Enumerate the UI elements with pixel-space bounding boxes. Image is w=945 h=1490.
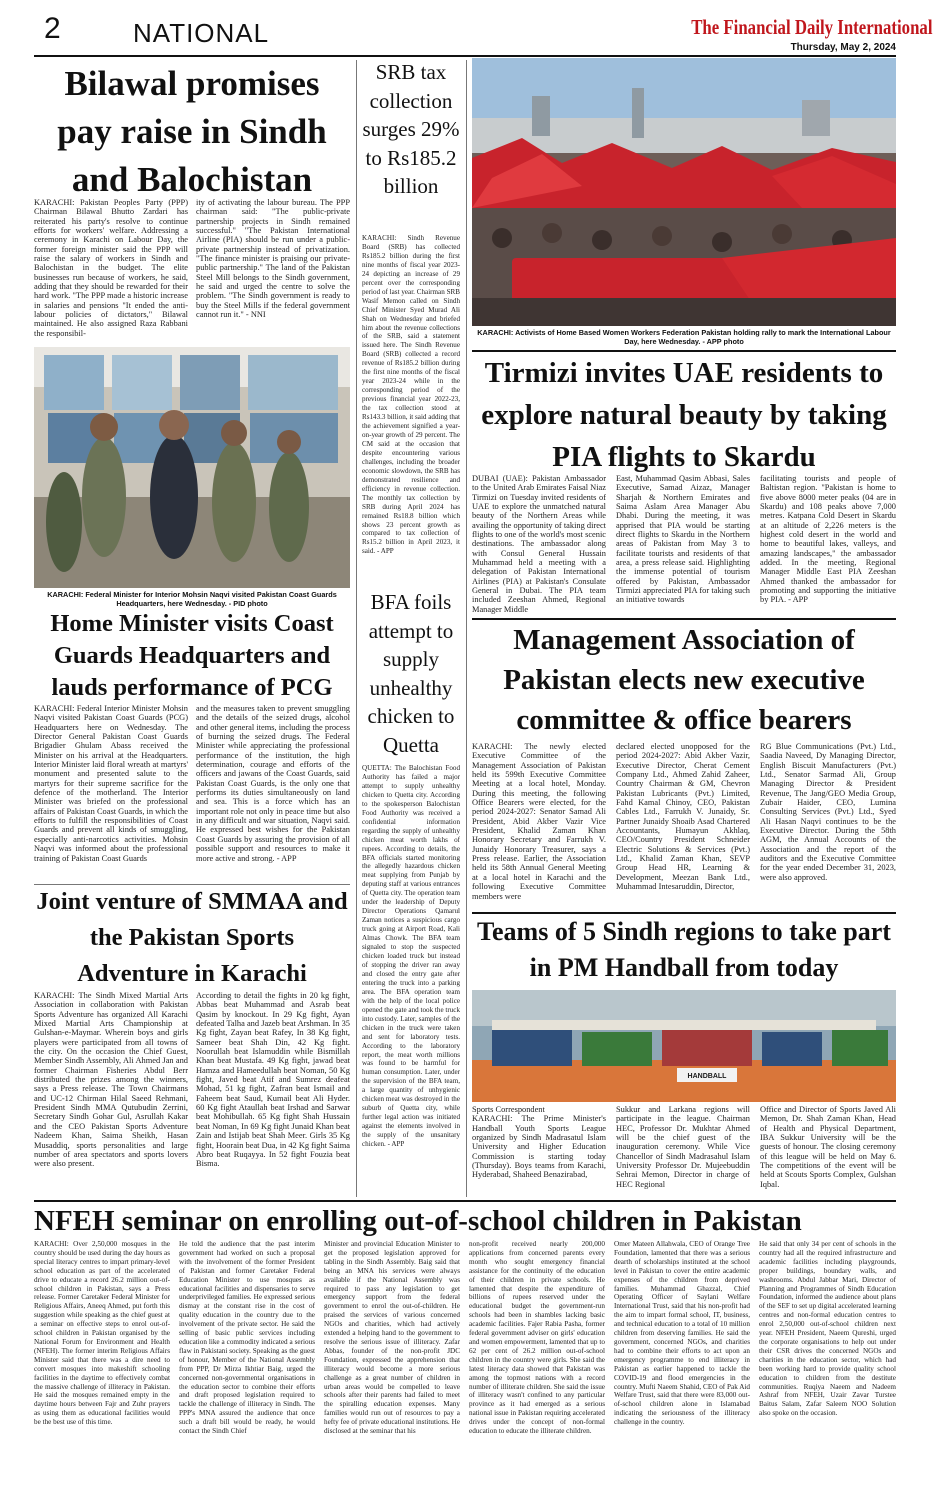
coast-guards-caption: KARACHI: Federal Minister for Interior Mohsin Naqvi visited Pakistan Coast Guards Headquarters, here Wednesday. - PID photo	[47, 590, 337, 608]
article-tirmizi-col1: DUBAI (UAE): Pakistan Ambassador to the United Arab Emirates Faisal Niaz Tirmizi on Tuesday invited residents of UAE to explore the unmatched natural beauty of the Northern Areas while availing the opportunity of taking direct flights to one of the world's most scenic destinations. The ambassador along with Consul General Hussain Muhammad held a meeting with a delegation of Pakistan International Airlines (PIA) at Pakistan's Consulate General in Dubai. The PIA team included Zeeshan Ahmed, Regional Manager Middle	[472, 474, 606, 614]
article-mapk-col2: declared elected unopposed for the period 2024-2027: Abid Akber Vazir, Executive Director, Cherat Cement Company Ltd., Ahmed Zahid Zaheer, Country Chairman & GM, Chevron Pakistan Lubricants (Pvt.) Limited, Fahd Kamal Chinoy, CEO, Pakistan Cables Ltd., Farrukh V. Junaidy, Sr. Partner Junaidy Shoaib Asad Chartered Accountants, Humayun Akhlaq, CEO/Country President Schneider Electric Solutions & Services (Pvt.) Ltd., Khalid Zaman Khan, SEVP Group Head HR, Learning & Development, Meezan Bank Ltd., Muhammad Intesaruddin, Director,	[616, 742, 750, 892]
article-bfa: QUETTA: The Balochistan Food Authority has failed a major attempt to supply unhealthy chicken to Quetta city. According to the spokesperson Balochistan Food Authority was received a confidential information regarding the supply of unhealthy chicken meat worth lakhs of rupees. According to details, the BFA officials started monitoring the allegedly hazardous chicken meat supplying from Punjab by deputing staff at various entrances of Quetta city. The operation team under the leadership of Deputy Director Operations Qamarul Zaman notices a suspicious cargo truck going at Airport Road, Kali Almas Chowk. The BFA team signaled to stop the suspected chicken loaded truck but instead of stopping the driver ran away and closed the entry gate after entering the truck into a parking area. The BFA operation team with the help of the local police opened the gate and took the truck into custody. Later, samples of the chicken in the truck were taken and sent for laboratory tests. According to the laboratory report, the meat worth millions was found to be harmful for human consumption. Later, under the supervision of the BFA team, a large quantity of unhygienic chicken meat was destroyed in the suburb of Quetta city, while further legal action was initiated against the elements involved in the supply of the unsanitary chicken. - APP	[362, 764, 460, 1149]
handball-banner: HANDBALL	[687, 1073, 727, 1080]
article-nfeh-col2: He told the audience that the past interim government had worked on such a proposal with the involvement of the former President of Pakistan and former Caretaker Federal Education Minister to use mosques as educational facilities and dispensaries to serve underprivileged families. He expressed serious dismay at the constant rise in the cost of quality education in the country due to the involvement of the private sector. He said the selling of basic public services including education like a commodity indicated a serious flaw in Pakistani society. Speaking as the guest of honour, Member of the National Assembly from PPP, Dr Mirza Ikhtiar Baig, urged the concerned non-governmental organisations in the education sector to combine their efforts and draft proposed legislation required to tackle the challenge of illiteracy in Sindh. The PPP's MNA assured the audience that once such a draft bill would be ready, he would contact the Sindh Chief	[179, 1240, 315, 1436]
headline-bfa[interactable]: BFA foils attempt to supply unhealthy chicken to Quetta	[367, 590, 455, 757]
newspaper-name[interactable]: The Financial Daily International	[691, 15, 933, 39]
article-srb: KARACHI: Sindh Revenue Board (SRB) has collected Rs185.2 billion during the first nine months of fiscal year 2023-24 depicting an increase of 29 percent over the corresponding period of last year. Chairman SRB Wasif Memon called on Sindh Chief Minister Syed Murad Ali Shah on Wednesday and briefed him about the revenue collections of the SRB, said a statement issued here. The Sindh Revenue Board (SRB) collected a record revenue of Rs185.2 billion during the first nine months of the fiscal year 2023-24 while in the corresponding period of the previous financial year 2022-23, the tax collection stood at Rs143.3 billion, it said adding that the achievement signified a year-on-year growth of 29 percent. The CM said at the occasion that despite encountering various challenges, including the broader economic slowdown, the SRB has demonstrated resilience and efficiency in revenue collection. The monthly tax collection by SRB during April 2024 has remained Rs18.8 billion which shows 23 percent growth as compared to tax collection of Rs15.2 billion in April 2023, it said. - APP	[362, 234, 460, 556]
issue-date: Thursday, May 2, 2024	[790, 42, 896, 53]
article-home-minister-col2: and the measures taken to prevent smuggling and the details of the seized drugs, alcohol and other general items, including the process of burning the seized drugs. The Federal Minister while appreciating the professional performance of the institution, the high determination, courage and efforts of the officers and jawans of the Coast Guards, said Pakistan Coast Guards, is the only one that performs its duties simultaneously on land and sea. This is a force which has an important role not only in peace time but also in any difficult and war situation, Naqvi said. He expressed best wishes for the Pakistan Coast Guards by assuring the provision of all possible support and resources to make it more active and strong. - APP	[196, 704, 350, 863]
handball-teams-photo	[472, 990, 896, 1102]
coast-guards-photo	[34, 347, 350, 588]
article-handball-col1: Sports Correspondent KARACHI: The Prime Minister's Handball Youth Sports League organized by Sindh Madrasatul Islam University and Higher Education Commission is starting today (Thursday). Boys teams from Karachi, Hyderabad, Shaheed Benazirabad,	[472, 1105, 606, 1180]
headline-home-minister[interactable]: Home Minister visits Coast Guards Headquarters and lauds performance of PCG	[50, 610, 334, 701]
divider	[34, 1200, 896, 1202]
headline-srb[interactable]: SRB tax collection surges 29% to Rs185.2 billion	[362, 60, 460, 198]
article-smmaa-col2: According to detail the fights in 20 kg fight, Abbas beat Muhammad and Asrab beat Qasim by knockout. In 29 Kg fight, Ayan defeated Talha and Jazeb beat Arshman. In 35 Kg fight, Zayan beat Rafey, In 38 Kg fight, Sameer beat Shah Din, 42 Kg fight. Noorullah beat Islamuddin while Bismillah Khan beat Mustafa. 49 Kg fight, jawad beat Hamza and Hameedullah beat Noman, 50 Kg fight, Javed beat Atif and Sumrez deafeat Mohad, 51 kg fight, Zafran beat Ismail and Faheem beat Saud, Kumail beat Ali Hyder. 60 Kg fight Ataullah beat Irshad and Sarwar beat Mohibullah. 65 Kg fight Shah Hussain beat Noman, In 69 Kg fight Junaid Khan beat Zain and Istijab beat Shah Meer. Girls 35 Kg fight, Hoorain beat Dua, in 42 Kg fight Saima Abro beat Ruqayya. In 52 fight Fouzia beat Bisma.	[196, 991, 350, 1169]
column-rule	[356, 60, 357, 1197]
article-home-minister-col1: KARACHI: Federal Interior Minister Mohsin Naqvi visited Pakistan Coast Guards (PCG) Headquarters here on Wednesday. The Director General Pakistan Coast Guards Brigadier Ghulam Abass received the Minister on his arrival at the Headquarters. Interior Minister laid floral wreath at martyrs' monument and presented salute to the martyrs for their supreme sacrifice for the defence of the motherland. The Interior Minister was briefed on the professional affairs of Pakistan Coast Guards, in which the efforts to fulfill the responsibilities of Coast Guards and prevent all kinds of smuggling, especially anti-narcotics activities. Mohsin Naqvi was informed about the professional training of Pakistan Coast Guards	[34, 704, 188, 863]
headline-smmaa[interactable]: Joint venture of SMMAA and the Pakistan Sports Adventure in Karachi	[36, 888, 348, 987]
article-nfeh-col4: non-profit received nearly 200,000 applications from concerned parents every month who sought emergency financial assistance for the continuity of the education of their children in private schools. He lamented that despite the expenditure of billions of rupees reserved under the educational budget the government-run schools had been in shambles lacking basic academic facilities. Fajer Rabia Pasha, former federal government adviser on girls' education and women empowerment, lamented that up to 62 per cent of 26.2 million out-of-school children in the country were girls. She said the latest literacy data showed that Pakistan was among the topmost nations with a record number of illiterate children. She said the issue of illiteracy wasn't confined to any particular province as it had emerged as a serious national issue in Pakistan requiring accelerated drives under the concept of non-formal education to educate the illiterate children.	[469, 1240, 605, 1436]
headline-tirmizi[interactable]: Tirmizi invites UAE residents to explore natural beauty by taking PIA flights to Skardu	[481, 357, 887, 473]
headline-handball[interactable]: Teams of 5 Sindh regions to take part in PM Handball from today	[477, 917, 891, 982]
headline-nfeh[interactable]: NFEH seminar on enrolling out-of-school children in Pakistan	[34, 1205, 802, 1237]
article-nfeh-col1: KARACHI: Over 2,50,000 mosques in the country should be used during the day hours as special literacy centres to impart primary-level school education as part of the accelerated drive to educate a record 26.2 million out-of-school children in Pakistan, says a Press release. Former Caretaker Federal Minister for Religious Affairs, Aneeq Ahmed, put forth this suggestion while speaking as the chief guest at a seminar on effective steps to enrol out-of-school children in Pakistan organised by the National Forum for Environment and Health (NFEH). The former interim Religious Affairs Minister said that there was a dire need to convert mosques into makeshift schooling facilities in the daytime to effectively combat the massive challenge of illiteracy in Pakistan. He said the mosques remained empty in the daytime hours between Fajr and Zuhr prayers as using them as educational facilities would be the best use of this time.	[34, 1240, 170, 1427]
article-mapk-col3: RG Blue Communications (Pvt.) Ltd., Saadia Naveed, Dy Managing Director, English Biscuit Manufacturers (Pvt.) Ltd., Senator Sarmad Ali, Group Managing Director & President Revenue, The Jang/GEO Media Group, Zubair Haider, CEO, Lumina Consulting Services (Pvt.) Ltd., Syed Ali Hasan Naqvi continues to be the Executive Director. During the 58th AGM, the Annual Accounts of the Association and the report of the auditors and the Executive Committee for the year ended December 31, 2023, were also approved.	[760, 742, 896, 882]
article-tirmizi-col3: facilitating tourists and people of Baltistan region. "Pakistan is home to five above 8000 meter peaks (04 are in Skardu) and 108 peaks above 7,000 metres. Katpana Cold Desert in Skardu at an altitude of 2,226 meters is the highest cold desert in the world and home to beautiful lakes, valleys, and amazing landscapes," the ambassador added. In the meeting, Regional Manager Middle East PIA Zeeshan Ahmed thanked the ambassador for promoting and supporting the initiative by PIA. - APP	[760, 474, 896, 605]
article-tirmizi-col2: East, Muhammad Qasim Abbasi, Sales Executive, Samad Aizaz, Manager Sharjah & Northern Emirates and Saima Aslam Area Manager Abu Dhabi. During the meeting, it was apprised that PIA would be starting direct flights to Skardu in the Northern areas of Pakistan from May 3 to facilitate tourists and residents of that area, a press release said. Highlighting the immense potential of tourism offered by Pakistan, Ambassador Tirmizi appreciated PIA for taking such an initiative towards	[616, 474, 750, 605]
section-title: NATIONAL	[133, 18, 270, 48]
article-nfeh-col3: Minister and provincial Education Minister to get the proposed legislation approved for tabling in the Sindh Assembly. Baig said that being an MNA his services were always available if the National Assembly was required to pass any legislation to get emergency support from the federal government to enrol the out-of-children. He praised the services of various concerned NGOs and charities, which had actively extended a helping hand to the government to resolve the serious issue of illiteracy. Zafar Abbas, founder of the non-profit JDC Foundation, expressed the apprehension that illiteracy would become a more serious challenge as a great number of children in urban areas would be compelled to leave schools after their parents had failed to meet the spiralling education expenses. Many families would run out of resources to pay a hefty fee of private educational institutions. He disclosed at the seminar that his	[324, 1240, 460, 1436]
article-mapk-col1: KARACHI: The newly elected Executive Committee of the Management Association of Pakistan held its 599th Executive Committee Meeting at a local hotel, Monday. During this meeting, the following Office Bearers were elected, for the period 2024-2027: Senator Samad Ali President, Abid Akber Vazir Vice President, Khalid Zaman Khan Honorary Secretary and Farrukh V. Junaidy Honorary Treasurer, says a Press release. Earlier, the Association held its 58th Annual General Meeting at a local hotel in Karachi and the following Executive Committee members were	[472, 742, 606, 901]
column-rule	[466, 60, 467, 1197]
masthead-rule	[34, 55, 896, 57]
article-nfeh-col6: He said that only 34 per cent of schools in the country had all the required infrastructure and academic facilities including playgrounds, proper buildings, boundary walls, and washrooms. Abdul Jabbar Mari, Director of Planning and Programmes of Sindh Education Foundation, informed the audience about plans of the SEF to set up digital accelerated learning centres and non-formal education centres to enrol 2,50,000 out-of-school children next year. NFEH President, Naeem Qureshi, urged the corporate organisations to help out under their CSR drives the concerned NGOs and charities in the education sector, which had been working hard to provide quality school education to children from the destitute communities. Ruqiya Naeem and Nadeem Ashraf from NFEH, Uzair Zavar Turstee Baitus Salam, Zafar Saleem NOO Solution also spoke on the occasion.	[759, 1240, 896, 1418]
article-handball-col2: Sukkur and Larkana regions will participate in the league. Chairman HEC, Professor Dr. Mukhtar Ahmed will be the chief guest of the inauguration ceremony. While Vice Chancellor of Sindh Madrasahul Islam University Professor Dr. Mujeebuddin Sehrai Memon, Director in charge of HEC Regional	[616, 1105, 750, 1189]
page-number: 2	[44, 12, 61, 45]
rally-caption: KARACHI: Activists of Home Based Women Workers Federation Pakistan holding rally to mark the International Labour Day, here Wednesday. - APP photo	[477, 328, 891, 346]
article-bilawal-col1: KARACHI: Pakistan Peoples Party (PPP) Chairman Bilawal Bhutto Zardari has reiterated his party's resolve to continue efforts for workers' welfare. Addressing a ceremony in Karachi on Labour Day, the former foreign minister said the PPP will raise the salary of workers in Sindh and Balochistan in the budget. The elite businesses run because of workers, he said, adding that they should be rewarded for their hard work. "The PPP made a historic increase in salaries and pensions "It ended the anti-labour policies of dictators," Bilawal maintained. He also assigned Raza Rabbani the responsibil-	[34, 198, 188, 338]
article-bilawal-col2: ity of activating the labour bureau. The PPP chairman said: "The public-private partnership projects in Sindh remained successful." "The Pakistan International Airline (PIA) should be run under a public-private partnership instead of privatization. "The finance minister is praising our private-public partnership." The land of the Pakistan Steel Mill belongs to the Sindh government, he said and urged the centre to solve the problem. "The Sindh government is ready to buy the Steel Mills if the federal government cannot run it." - NNI	[196, 198, 350, 320]
headline-bilawal[interactable]: Bilawal promises pay raise in Sindh and Balochistan	[57, 64, 327, 199]
article-handball-col3: Office and Director of Sports Javed Ali Memon, Dr. Shah Zaman Khan, Head of Health and Physical Department, IBA Sukkur University will be the guests of honour. The closing ceremony of this league will be held on May 6. The competitions of the event will be held at Scouts Sports Complex, Gulshan Iqbal.	[760, 1105, 896, 1189]
article-nfeh-col5: Omer Mateen Allahwala, CEO of Orange Tree Foundation, lamented that there was a serious dearth of scholarships instituted at the school level in Pakistan to cover the entire academic expenses of the children from deprived families. Muhammad Ghazzal, Chief Operating Officer of Saylani Welfare International Trust, said that his non-profit had the aim to impart formal school, IT, business, and technical education to a total of 10 million children from deserving families. He said the government, concerned NGOs, and charities had to combine their efforts to act upon an emergency programme to end illiteracy in Pakistan as earlier happened to tackle the COVID-19 and flood emergencies in the country. Mufti Naeem Shahid, CEO of Pak Aid Welfare Trust, said that there were 83,000 out-of-school children alone in Islamabad indicating the seriousness of the illiteracy challenge in the country.	[614, 1240, 750, 1427]
labour-day-rally-photo	[472, 58, 896, 326]
article-smmaa-col1: KARACHI: The Sindh Mixed Martial Arts Association in collaboration with Pakistan Sports Adventure has organized All Karachi Mixed Martial Arts Championship at Gulshan-e-Maymar. Wherein boys and girls players were participated from all towns of the city. On the occasion the Chief Guest, Member Sindh Assembly, Ali Ahmed Jan and former Chairman Fisheries Abdul Berr distributed the prizes among the winners, says a Press release. The Town Chairmans and UC-12 Chirman Hilal Saeed Rehmani, President Sindh MMA Qutubudin Zerrini, Secretary Sindh Gohar Gul, Asrullah Kakar and the CEO Pakistan Sports Adventure Nadeem Khan, Saima Sheikh, Hasan Musaddiq, sports personalities and large number of area spectators and sports lovers were also present.	[34, 991, 188, 1169]
headline-management-association[interactable]: Management Association of Pakistan elects new executive committee & office bearers	[503, 624, 865, 736]
